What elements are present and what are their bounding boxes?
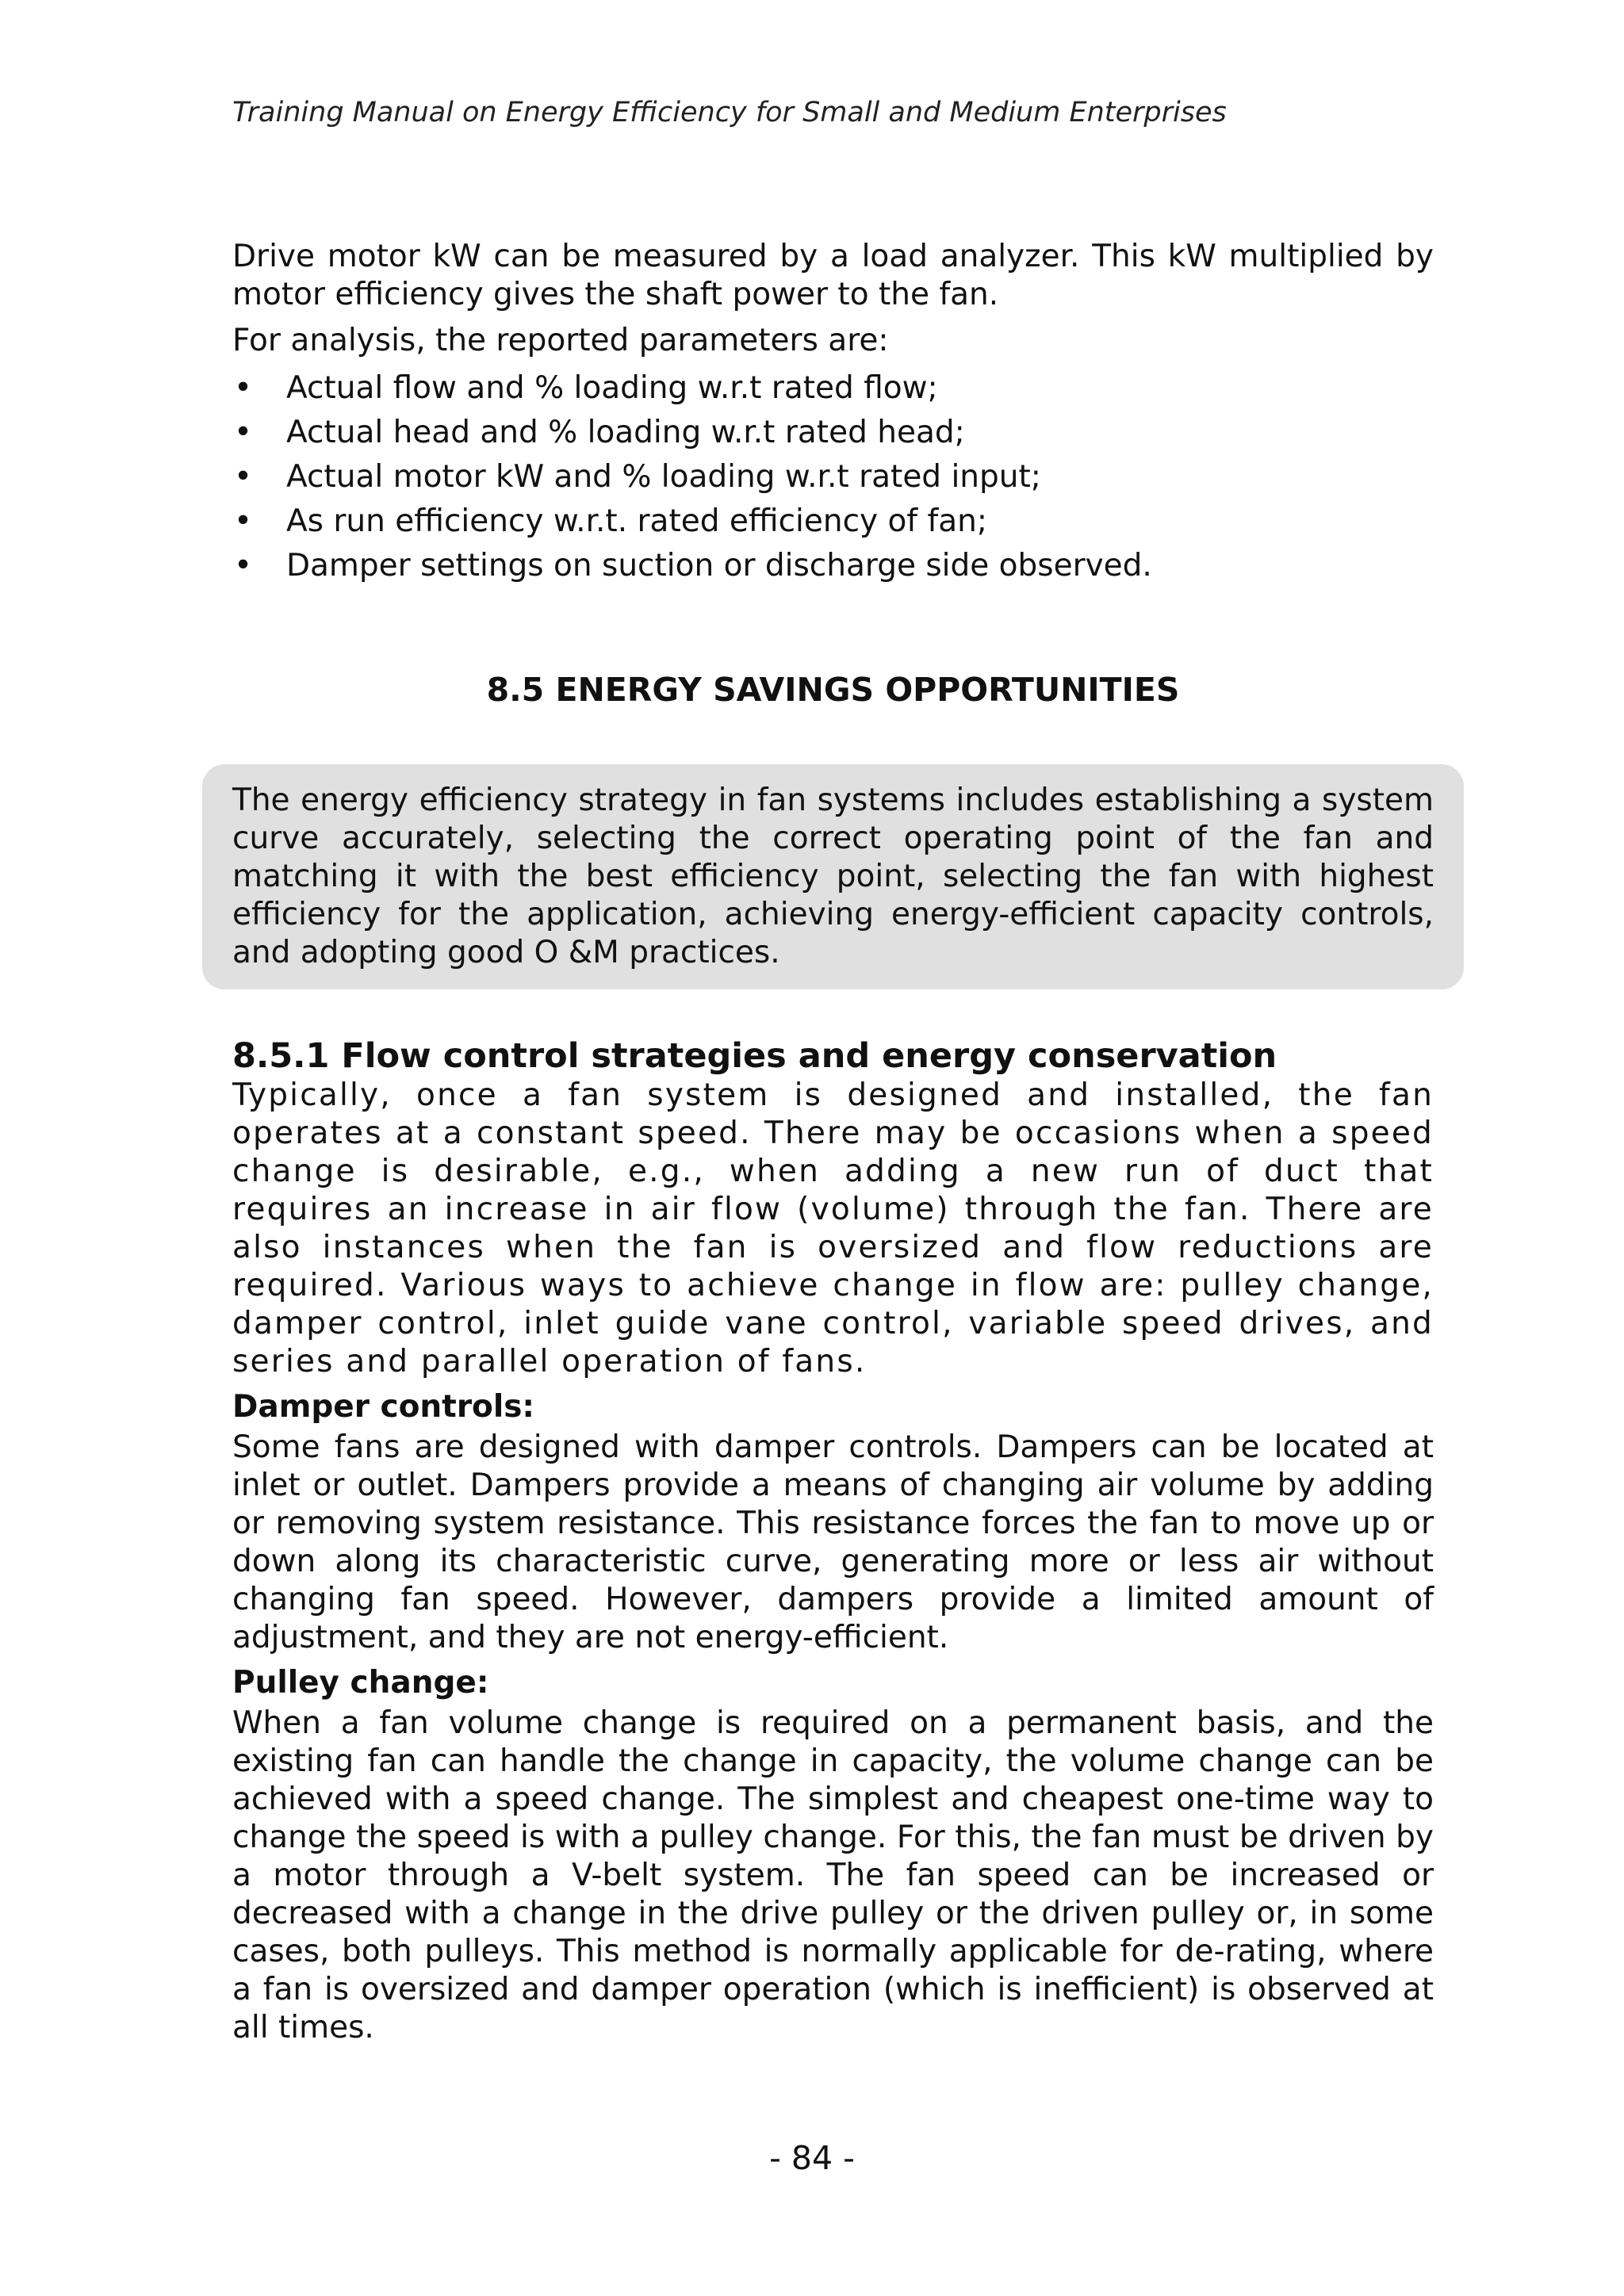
list-item-text: Actual motor kW and % loading w.r.t rated input; [286,459,1041,495]
list-item-text: Damper settings on suction or discharge side observed. [286,548,1152,584]
damper-controls-paragraph: Some fans are designed with damper controls. Dampers can be located at inlet or outlet. Dampers provide a means of changing air volume by adding or removing system resistance. This resistance forces the fan to move up or down along its characteristic curve, generating more or less air without changing fan speed. However, dampers provide a limited amount of adjustment, and they are not energy-efficient. [232,1429,1434,1655]
damper-controls-heading: Damper controls: [232,1389,535,1425]
intro-paragraph: Drive motor kW can be measured by a load analyzer. This kW multiplied by motor efficiency gives the shaft power to the fan. [232,239,1434,312]
analysis-intro: For analysis, the reported parameters are: [232,323,889,358]
highlight-text: The energy efficiency strategy in fan systems includes establishing a system curve accurately, selecting the correct operating point of the fan and matching it with the best efficiency point, selecting the fan with highest efficiency for the application, achieving energy-efficient capacity controls, and adopting good O &M practices. [232,783,1434,970]
bullet-icon: • [234,459,253,495]
bullet-icon: • [234,370,253,406]
flow-control-paragraph: Typically, once a fan system is designed and installed, the fan operates at a constant speed. There may be occasions when a speed change is desirable, e.g., when adding a new run of duct that requires an increase in air flow (volume) through the fan. There are also instances when the fan is oversized and flow reductions are required. Various ways to achieve change in flow are: pulley change, damper control, inlet guide vane control, variable speed drives, and series and parallel operation of fans. [232,1077,1434,1380]
page-number: - 84 - [769,2139,855,2177]
list-item [232,499,1434,544]
page-content [232,238,1434,2047]
pulley-change-paragraph: When a fan volume change is required on a permanent basis, and the existing fan can handle the change in capacity, the volume change can be achieved with a speed change. The simplest and cheapest one-time way to change the speed is with a pulley change. For this, the fan must be driven by a motor through a V-belt system. The fan speed can be increased or decreased with a change in the drive pulley or the driven pulley or, in some cases, both pulleys. This method is normally applicable for de-rating, where a fan is oversized and damper operation (which is inefficient) is observed at all times. [232,1705,1434,2045]
running-header: Training Manual on Energy Efficiency for Small and Medium Enterprises [232,97,1227,128]
list-item [232,544,1434,588]
list-item-text: Actual flow and % loading w.r.t rated flow; [286,370,938,406]
highlight-box [202,764,1464,989]
list-item [232,455,1434,499]
bullet-icon: • [234,548,253,584]
bullet-icon: • [234,503,253,539]
subsection-title: 8.5.1 Flow control strategies and energy conservation [232,1036,1277,1076]
pulley-change-heading: Pulley change: [232,1665,489,1701]
list-item [232,411,1434,455]
bullet-icon: • [234,415,253,450]
section-title: 8.5 ENERGY SAVINGS OPPORTUNITIES [486,671,1180,709]
list-item-text: Actual head and % loading w.r.t rated head; [286,415,965,450]
list-item-text: As run efficiency w.r.t. rated efficiency of fan; [286,503,987,539]
parameter-list [232,366,1434,588]
list-item [232,366,1434,411]
